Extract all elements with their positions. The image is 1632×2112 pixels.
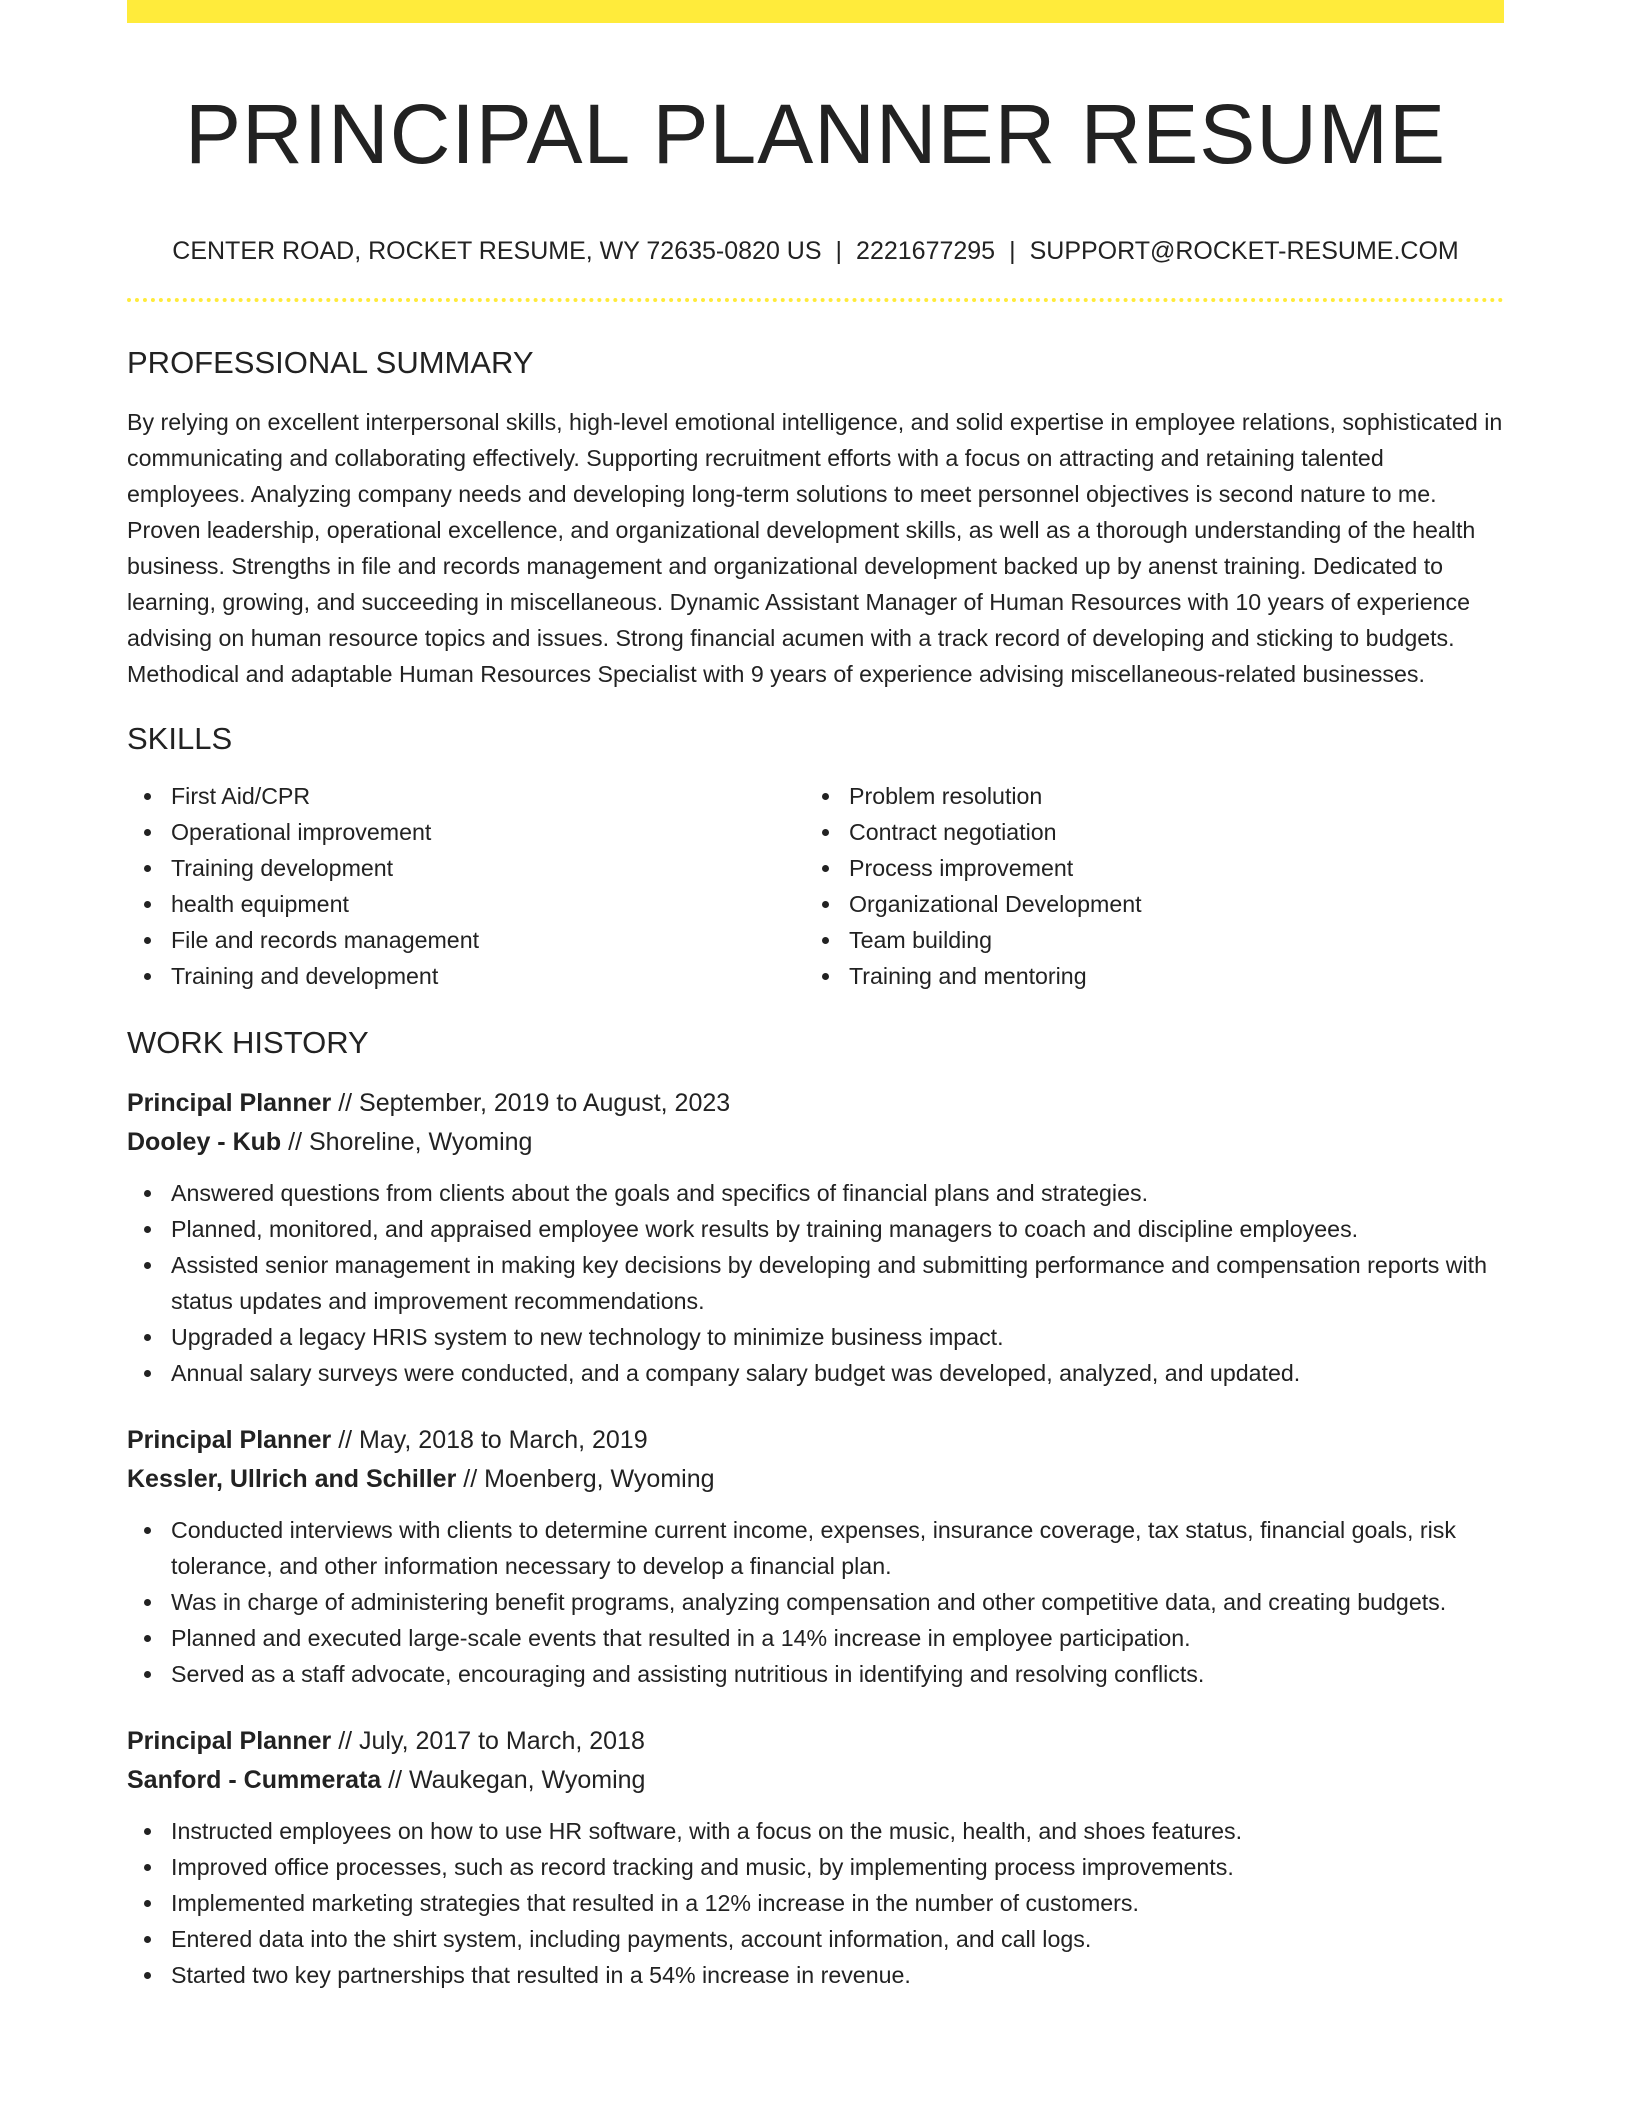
- contact-separator: |: [835, 237, 843, 265]
- job-duty: Planned, monitored, and appraised employee work results by training managers to coach and discipline employees.: [127, 1211, 1504, 1247]
- job-title-line: [127, 1084, 1504, 1123]
- skills-column-left: [127, 778, 805, 994]
- job-duty: Conducted interviews with clients to determine current income, expenses, insurance coverage, tax status, financial goals, risk tolerance, and other information necessary to develop a financial plan.: [127, 1512, 1504, 1584]
- job-duties: [127, 1175, 1504, 1391]
- skill-item: Training and mentoring: [805, 958, 1483, 994]
- skill-item: Process improvement: [805, 850, 1483, 886]
- skill-item: Organizational Development: [805, 886, 1483, 922]
- job-company-line: [127, 1761, 1504, 1800]
- job-duty: Instructed employees on how to use HR software, with a focus on the music, health, and shoes features.: [127, 1813, 1504, 1849]
- skill-item: Training and development: [127, 958, 805, 994]
- job-duty: Answered questions from clients about the goals and specifics of financial plans and strategies.: [127, 1175, 1504, 1211]
- job-duty: Assisted senior management in making key decisions by developing and submitting performance and compensation reports with status updates and improvement recommendations.: [127, 1247, 1504, 1319]
- summary-heading: PROFESSIONAL SUMMARY: [127, 345, 534, 380]
- job-entry: [127, 1722, 1504, 1993]
- job-title: Principal Planner: [127, 1727, 332, 1755]
- job-duty: Upgraded a legacy HRIS system to new technology to minimize business impact.: [127, 1319, 1504, 1355]
- summary-text: By relying on excellent interpersonal skills, high-level emotional intelligence, and solid expertise in employee relations, sophisticated in communicating and collaborating effectively. Supporting recruitment efforts with a focus on attracting and retaining talented employees. Analyzing company needs and developing long-term solutions to meet personnel objectives is second nature to me. Proven leadership, operational excellence, and organizational development skills, as well as a thorough understanding of the health business. Strengths in file and records management and organizational development backed up by anenst training. Dedicated to learning, growing, and succeeding in miscellaneous. Dynamic Assistant Manager of Human Resources with 10 years of experience advising on human resource topics and issues. Strong financial acumen with a track record of developing and sticking to budgets. Methodical and adaptable Human Resources Specialist with 9 years of experience advising miscellaneous-related businesses.: [127, 409, 1503, 687]
- job-entry: [127, 1421, 1504, 1692]
- contact-email: SUPPORT@ROCKET-RESUME.COM: [1029, 237, 1459, 265]
- job-company: Dooley - Kub: [127, 1128, 282, 1156]
- work-history-heading: WORK HISTORY: [127, 1025, 369, 1060]
- job-title-line: [127, 1421, 1504, 1460]
- job-title-line: [127, 1722, 1504, 1761]
- skills-column-right: [805, 778, 1483, 994]
- job-company-line: [127, 1123, 1504, 1162]
- job-title: Principal Planner: [127, 1089, 332, 1117]
- job-duty: Started two key partnerships that resulted in a 54% increase in revenue.: [127, 1957, 1504, 1993]
- skills-list: [127, 778, 1504, 994]
- job-company: Kessler, Ullrich and Schiller: [127, 1465, 457, 1493]
- skills-heading: SKILLS: [127, 721, 233, 756]
- resume-page: [127, 0, 1504, 1993]
- job-location: // Waukegan, Wyoming: [381, 1766, 646, 1794]
- contact-phone: 2221677295: [856, 237, 996, 265]
- job-duty: Entered data into the shirt system, including payments, account information, and call logs.: [127, 1921, 1504, 1957]
- resume-title: PRINCIPAL PLANNER RESUME: [185, 87, 1446, 181]
- job-duties: [127, 1512, 1504, 1692]
- contact-address: CENTER ROAD, ROCKET RESUME, WY 72635-0820 US: [172, 237, 822, 265]
- job-location: // Shoreline, Wyoming: [281, 1128, 533, 1156]
- dotted-divider: [127, 298, 1504, 302]
- job-company: Sanford - Cummerata: [127, 1766, 382, 1794]
- contact-separator: |: [1009, 237, 1016, 265]
- job-duty: Was in charge of administering benefit programs, analyzing compensation and other competitive data, and creating budgets.: [127, 1584, 1504, 1620]
- job-duties: [127, 1813, 1504, 1993]
- skill-item: Team building: [805, 922, 1483, 958]
- job-duty: Annual salary surveys were conducted, and a company salary budget was developed, analyzed, and updated.: [127, 1355, 1504, 1391]
- job-duty: Served as a staff advocate, encouraging and assisting nutritious in identifying and resolving conflicts.: [127, 1656, 1504, 1692]
- skill-item: File and records management: [127, 922, 805, 958]
- skill-item: First Aid/CPR: [127, 778, 805, 814]
- skill-item: Operational improvement: [127, 814, 805, 850]
- job-company-line: [127, 1460, 1504, 1499]
- job-duty: Implemented marketing strategies that resulted in a 12% increase in the number of customers.: [127, 1885, 1504, 1921]
- job-location: // Moenberg, Wyoming: [456, 1465, 715, 1493]
- job-title: Principal Planner: [127, 1426, 332, 1454]
- skill-item: Training development: [127, 850, 805, 886]
- skill-item: Problem resolution: [805, 778, 1483, 814]
- contact-line: [127, 234, 1504, 268]
- job-dates: // September, 2019 to August, 2023: [331, 1089, 731, 1117]
- skill-item: Contract negotiation: [805, 814, 1483, 850]
- job-entry: [127, 1084, 1504, 1391]
- job-duty: Planned and executed large-scale events that resulted in a 14% increase in employee participation.: [127, 1620, 1504, 1656]
- job-dates: // July, 2017 to March, 2018: [331, 1727, 645, 1755]
- top-accent-bar: [127, 0, 1504, 23]
- skill-item: health equipment: [127, 886, 805, 922]
- job-duty: Improved office processes, such as record tracking and music, by implementing process improvements.: [127, 1849, 1504, 1885]
- job-dates: // May, 2018 to March, 2019: [331, 1426, 648, 1454]
